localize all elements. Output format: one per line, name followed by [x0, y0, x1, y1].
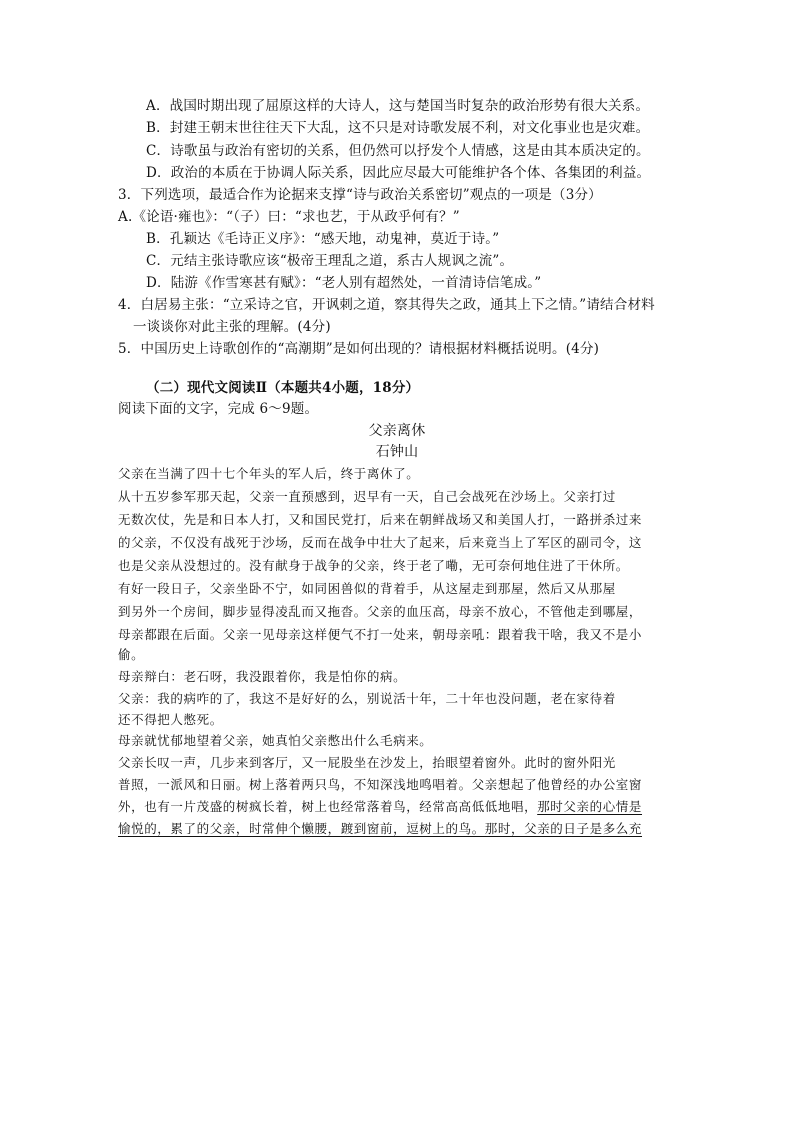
underlined-text: 那时父亲的心情是 [537, 799, 643, 814]
story-line: 无数次仗，先是和日本人打，又和国民党打，后来在朝鲜战场又和美国人打，一路拼杀过来 [118, 512, 643, 527]
story-line: 母亲就忧郁地望着父亲，她真怕父亲憋出什么毛病来。 [118, 733, 433, 748]
story-line: 普照，一派风和日丽。树上落着两只鸟，不知深浅地鸣唱着。父亲想起了他曾经的办公室窗 [118, 777, 643, 792]
story-line: 也是父亲从没想过的。没有献身于战争的父亲，终于老了嘞，无可奈何地住进了干休所。 [118, 558, 629, 573]
story-line: 父亲：我的病咋的了，我这不是好好的么，别说活十年，二十年也没问题，老在家待着 [118, 691, 616, 706]
story-text: 外，也有一片茂盛的树疯长着，树上也经常落着鸟，经常高高低低地唱， [118, 799, 538, 814]
q2-option-d: D．政治的本质在于协调人际关系，因此应尽最大可能维护各个体、各集团的利益。 [146, 165, 651, 181]
story-author: 石钟山 [375, 444, 419, 460]
story-title: 父亲离休 [368, 423, 426, 439]
section-heading: （二）现代文阅读Ⅱ（本题共4小题，18分） [146, 380, 420, 396]
story-line: 从十五岁参军那天起，父亲一直预感到，迟早有一天，自己会战死在沙场上。父亲打过 [118, 489, 616, 504]
q5-stem: 5．中国历史上诗歌创作的“高潮期”是如何出现的？请根据材料概括说明。(4分) [118, 341, 600, 357]
q3-option-d: D．陆游《作雪寒甚有赋》：“老人别有超然处，一首清诗信笔成。” [146, 275, 542, 291]
story-line: 有好一段日子，父亲坐卧不宁，如同困兽似的背着手，从这屋走到那屋，然后又从那屋 [118, 581, 616, 596]
story-line: 父亲在当满了四十七个年头的军人后，终于离休了。 [118, 466, 420, 481]
story-line: 到另外一个房间，脚步显得凌乱而又拖沓。父亲的血压高，母亲不放心，不管他走到哪屋， [118, 604, 643, 619]
q2-option-c: C．诗歌虽与政治有密切的关系，但仍然可以抒发个人情感，这是由其本质决定的。 [146, 143, 650, 159]
q3-option-c: C．元结主张诗歌应该“极帝王理乱之道，系古人规讽之流”。 [146, 253, 514, 269]
story-line: 父亲长叹一声，几步来到客厅，又一屁股坐在沙发上，抬眼望着窗外。此时的窗外阳光 [118, 755, 616, 770]
underlined-text: 愉悦的，累了的父亲，时常伸个懒腰，踱到窗前，逗树上的鸟。那时，父亲的日子是多么充 [118, 821, 643, 836]
q3-option-a: A.《论语·雍也》：“（子）曰：“求也艺，于从政乎何有？” [118, 209, 460, 225]
q2-option-b: B．封建王朝末世往往天下大乱，这不只是对诗歌发展不利，对文化事业也是灾难。 [146, 120, 650, 136]
story-line: 母亲都跟在后面。父亲一见母亲这样便气不打一处来，朝母亲吼：跟着我干啥，我又不是小 [118, 627, 643, 642]
q2-option-a: A．战国时期出现了屈原这样的大诗人，这与楚国当时复杂的政治形势有很大关系。 [146, 98, 650, 114]
q4-line-2: 一谈谈你对此主张的理解。(4分) [133, 319, 331, 335]
section-instruction: 阅读下面的文字，完成 6～9题。 [118, 401, 319, 417]
story-line: 母亲辩白：老石呀，我没跟着你，我是怕你的病。 [118, 669, 407, 684]
story-line [118, 797, 642, 817]
q3-stem: 3．下列选项，最适合作为论据来支撑“诗与政治关系密切”观点的一项是（3分） [118, 187, 602, 203]
q3-option-b: B．孔颖达《毛诗正义序》：“感天地，动鬼神，莫近于诗。” [146, 231, 500, 247]
story-line: 还不得把人憋死。 [118, 712, 223, 727]
q4-line-1: 4．白居易主张：“立采诗之官，开讽刺之道，察其得失之政，通其上下之情。”请结合材料 [118, 297, 655, 313]
story-line: 偷。 [118, 647, 145, 662]
story-line: 的父亲，不仅没有战死于沙场，反而在战争中壮大了起来，后来竟当上了军区的副司令，这 [118, 535, 643, 550]
